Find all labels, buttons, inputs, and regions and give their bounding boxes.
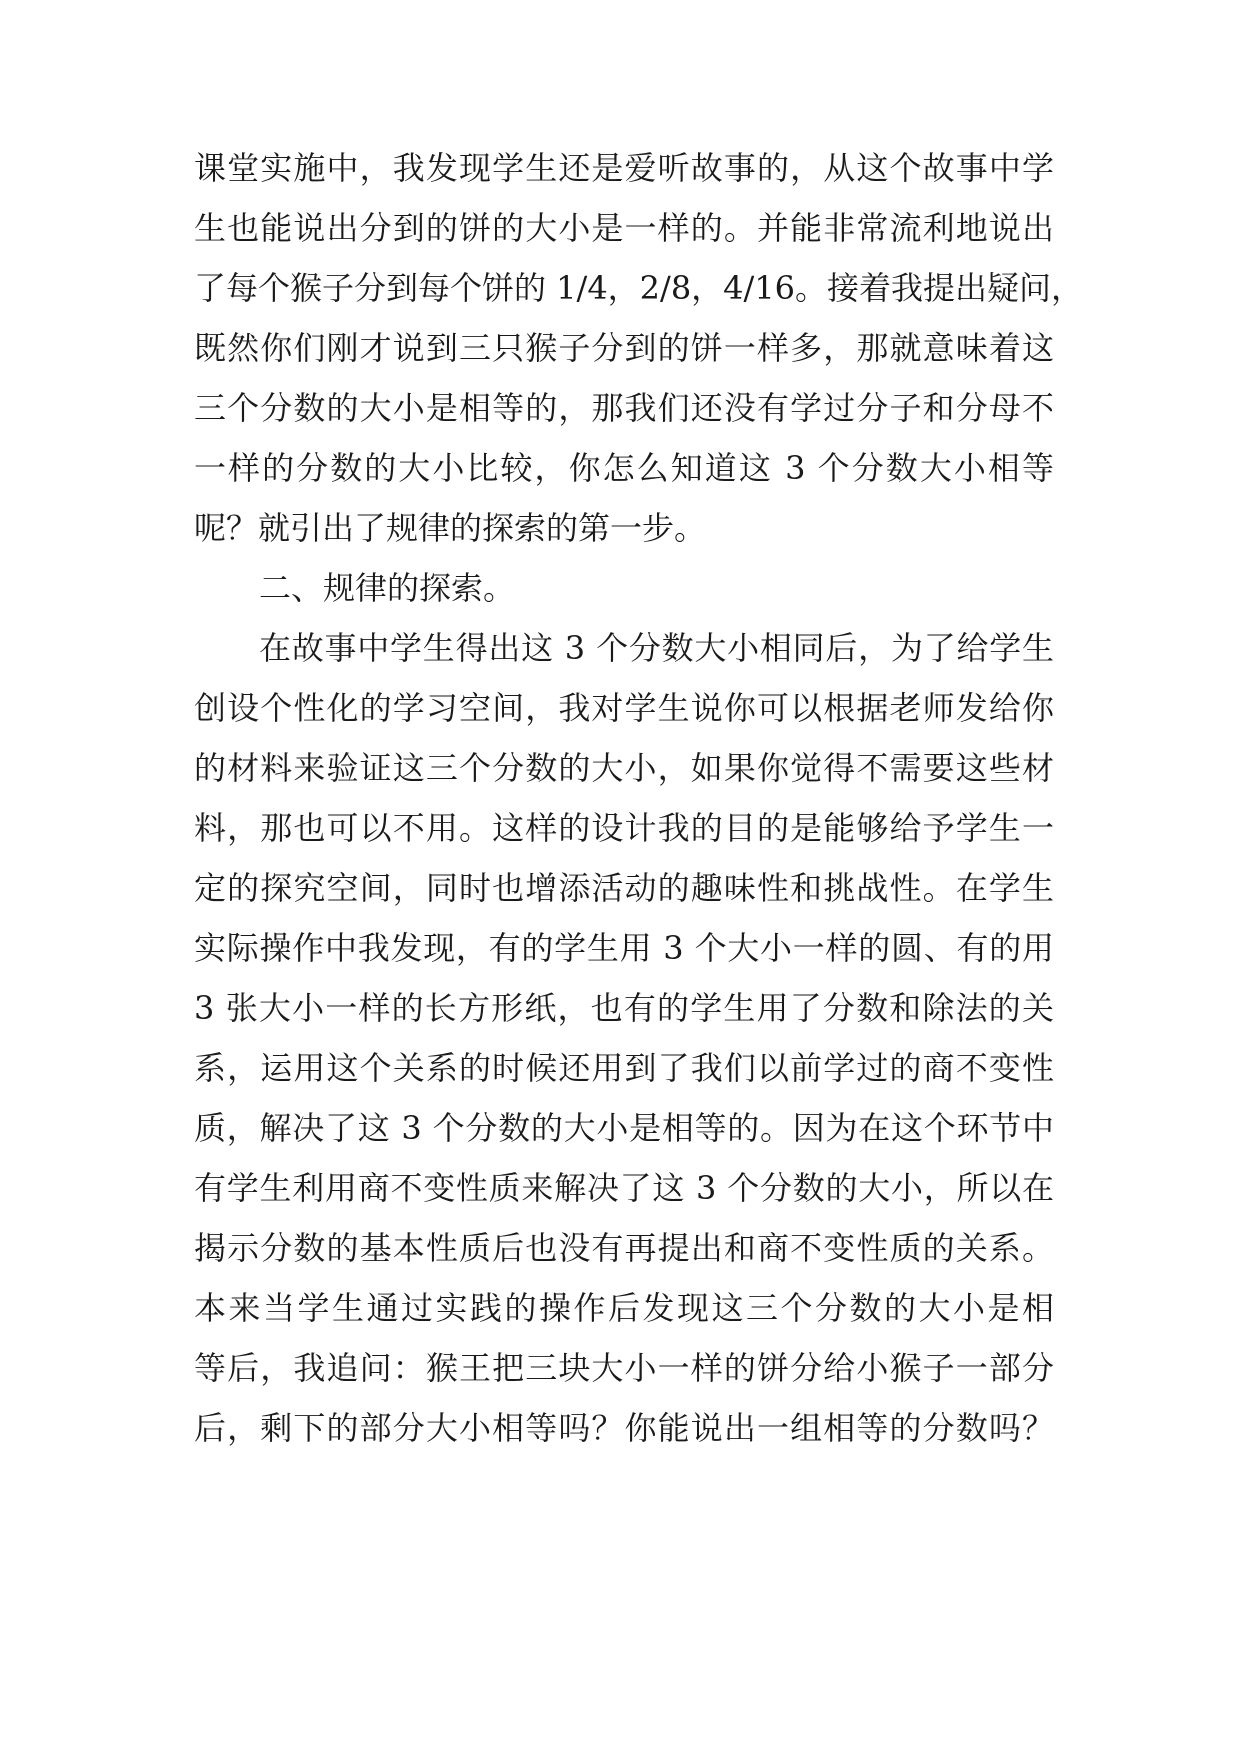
text-line: 课堂实施中，我发现学生还是爱听故事的，从这个故事中学 [194,149,1054,187]
text-line: 本来当学生通过实践的操作后发现这三个分数的大小是相 [194,1289,1054,1327]
text-line: 有学生利用商不变性质来解决了这 3 个分数的大小，所以在 [194,1169,1054,1207]
text-line: 创设个性化的学习空间，我对学生说你可以根据老师发给你 [194,689,1054,727]
text-line: 既然你们刚才说到三只猴子分到的饼一样多，那就意味着这 [194,329,1054,367]
text-line: 后，剩下的部分大小相等吗？你能说出一组相等的分数吗？ [194,1409,1054,1447]
text-line: 料，那也可以不用。这样的设计我的目的是能够给予学生一 [194,809,1054,847]
text-line: 系，运用这个关系的时候还用到了我们以前学过的商不变性 [194,1049,1054,1087]
text-line: 了每个猴子分到每个饼的 1/4，2/8，4/16。接着我提出疑问， [194,269,1084,307]
text-line: 实际操作中我发现，有的学生用 3 个大小一样的圆、有的用 [194,929,1054,967]
text-line: 揭示分数的基本性质后也没有再提出和商不变性质的关系。 [194,1229,1054,1267]
text-line: 生也能说出分到的饼的大小是一样的。并能非常流利地说出 [194,209,1054,247]
text-line: 定的探究空间，同时也增添活动的趣味性和挑战性。在学生 [194,869,1054,907]
text-line: 在故事中学生得出这 3 个分数大小相同后，为了给学生 [259,629,1054,667]
section-heading: 二、规律的探索。 [259,569,516,607]
text-line: 质，解决了这 3 个分数的大小是相等的。因为在这个环节中 [194,1109,1054,1147]
text-line: 等后，我追问：猴王把三块大小一样的饼分给小猴子一部分 [194,1349,1054,1387]
text-line: 3 张大小一样的长方形纸，也有的学生用了分数和除法的关 [194,989,1054,1027]
text-line: 呢？就引出了规律的探索的第一步。 [194,509,707,547]
text-line: 一样的分数的大小比较，你怎么知道这 3 个分数大小相等 [194,449,1054,487]
text-line: 的材料来验证这三个分数的大小，如果你觉得不需要这些材 [194,749,1054,787]
text-line: 三个分数的大小是相等的，那我们还没有学过分子和分母不 [194,389,1054,427]
